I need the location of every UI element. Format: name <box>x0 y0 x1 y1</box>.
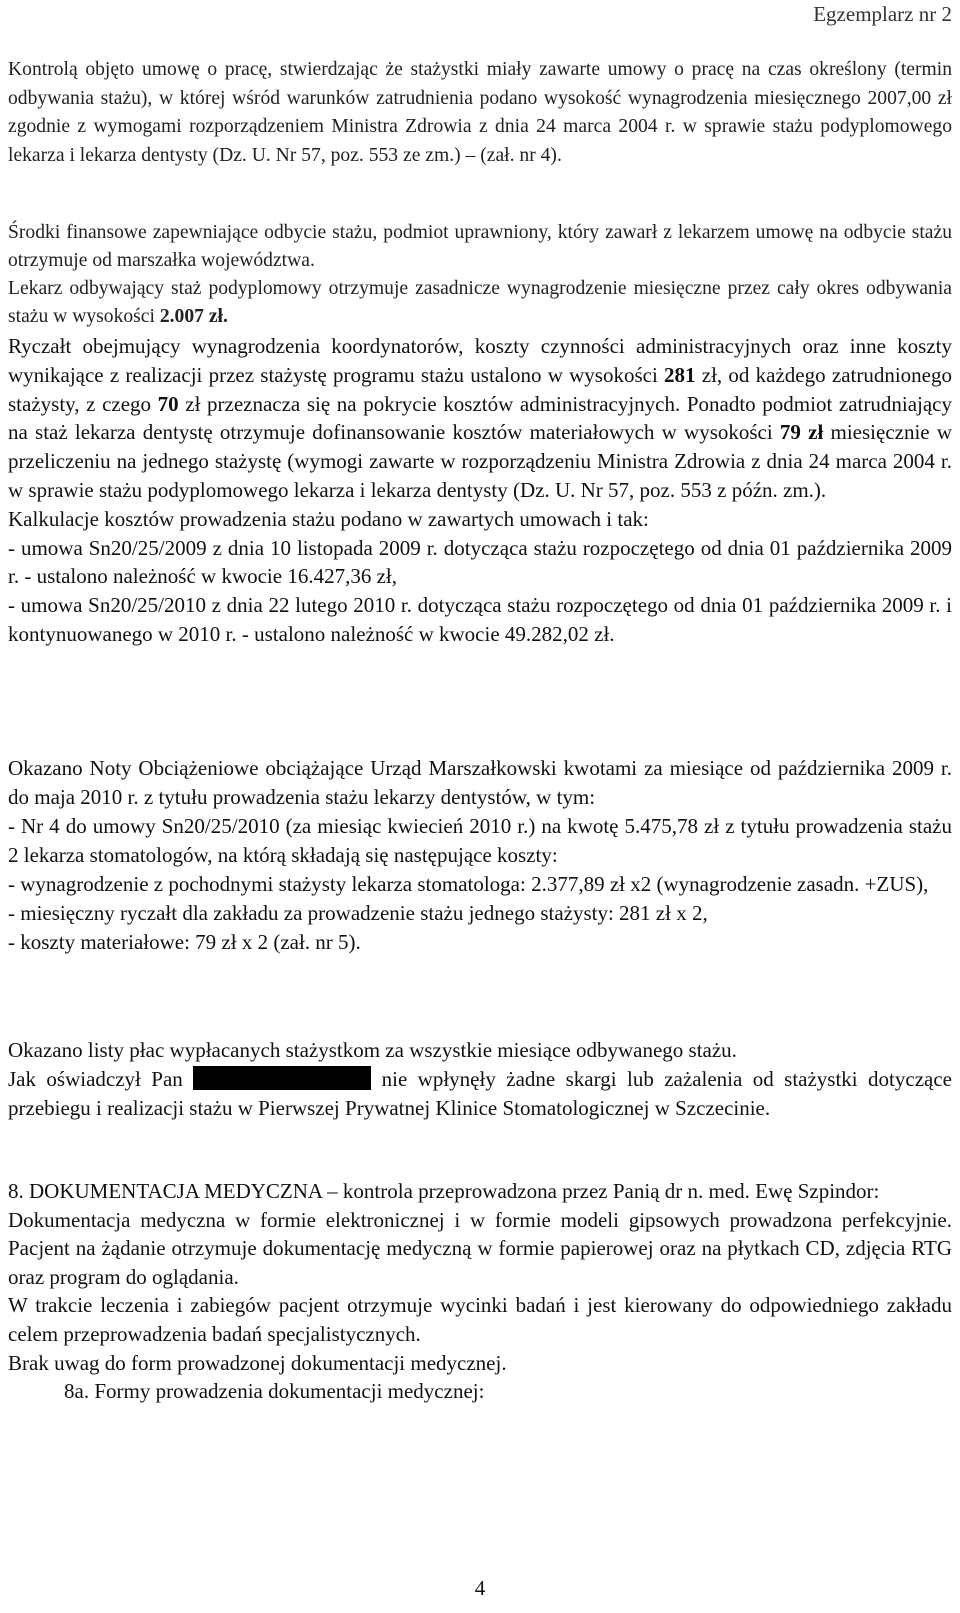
section-heading: 8. DOKUMENTACJA MEDYCZNA – kontrola przeprowadzona przez Panią dr n. med. Ewę Szpindor: <box>8 1179 880 1203</box>
section-dokumentacja: 8. DOKUMENTACJA MEDYCZNA – kontrola przeprowadzona przez Panią dr n. med. Ewę Szpindor: Dokumentacja medyczna w formie elektronicznej i w formie modeli gipsowych prowadzona perfekcyjnie. Pacjent na żądanie otrzymuje dokumentację medyczną w formie papierowej oraz na płytkach CD, zdjęcia RTG oraz program do oglądania. W trakcie leczenia i zabiegów pacjent otrzymuje wycinki badań i jest kierowany do odpowiedniego zakładu celem przeprowadzenia badań specjalistycznych. Brak uwag do form prowadzonej dokumentacji medycznej. 8a. Formy prowadzenia dokumentacji medycznej: <box>8 1177 952 1406</box>
copy-label: Egzemplarz nr 2 <box>813 2 952 26</box>
subsection-heading: 8a. Formy prowadzenia dokumentacji medycznej: <box>64 1379 485 1404</box>
page-number: 4 <box>474 1576 486 1600</box>
paragraph-kontrola: Kontrolą objęto umowę o pracę, stwierdzając że stażystki miały zawarte umowy o pracę na czas określony (termin odbywania stażu), w której wśród warunków zatrudnienia podano wysokość wynagrodzenia miesięcznego 2007,00 zł zgodnie z wymogami rozporządzeniem Ministra Zdrowia z dnia 24 marca 2004 r. w sprawie stażu podyplomowego lekarza i lekarza dentysty (Dz. U. Nr 57, poz. 553 ze zm.) – (zał. nr 4). <box>8 59 952 166</box>
paragraph-ryczalt: Ryczałt obejmujący wynagrodzenia koordynatorów, koszty czynności administracyjnych oraz inne koszty wynikające z realizacji przez stażystę programu stażu ustalono w wysokości 281 zł, od każdego zatrudnionego stażysty, z czego 70 zł przeznacza się na pokrycie kosztów administracyjnych. Ponadto podmiot zatrudniający na staż lekarza dentystę otrzymuje dofinansowanie kosztów materiałowych w wysokości 79 zł miesięcznie w przeliczeniu na jednego stażystę (wymogi zawarte w rozporządzeniu Ministra Zdrowia z dnia 24 marca 2004 r. w sprawie stażu podyplomowego lekarza i lekarza dentysty (Dz. U. Nr 57, poz. 553 z późn. zm.). Kalkulacje kosztów prowadzenia stażu podano w zawartych umowach i tak: - umowa Sn20/25/2009 z dnia 10 listopada 2009 r. dotycząca stażu rozpoczętego od dnia 01 października 2009 r. - ustalono należność w kwocie 16.427,36 zł, - umowa Sn20/25/2010 z dnia 22 lutego 2010 r. dotycząca stażu rozpoczętego od dnia 01 października 2009 r. i kontynuowanego w 2010 r. - ustalono należność w kwocie 49.282,02 zł. <box>8 334 953 646</box>
redaction-bar <box>193 1066 371 1090</box>
paragraph-srodki: Środki finansowe zapewniające odbycie stażu, podmiot uprawniony, który zawarł z lekarzem umowę na odbycie stażu otrzymuje od marszałka województwa. Lekarz odbywający staż podyplomowy otrzymuje zasadnicze wynagrodzenie miesięczne przez cały okres odbywania stażu w wysokości 2.007 zł. <box>8 222 952 327</box>
paragraph-noty: Okazano Noty Obciążeniowe obciążające Urząd Marszałkowski kwotami za miesiące od października 2009 r. do maja 2010 r. z tytułu prowadzenia stażu lekarzy dentystów, w tym: - Nr 4 do umowy Sn20/25/2010 (za miesiąc kwiecień 2010 r.) na kwotę 5.475,78 zł z tytułu prowadzenia stażu 2 lekarza stomatologów, na którą składają się następujące koszty: - wynagrodzenie z pochodnymi stażysty lekarza stomatologa: 2.377,89 zł x2 (wynagrodzenie zasadn. +ZUS), - miesięczny ryczałt dla zakładu za prowadzenie stażu jednego stażysty: 281 zł x 2, - koszty materiałowe: 79 zł x 2 (zał. nr 5). <box>8 756 952 954</box>
paragraph-listy: Okazano listy płac wypłacanych stażystkom za wszystkie miesiące odbywanego stażu. Jak oświadczył Pan nie wpłynęły żadne skargi lub zażalenia od stażystki dotyczące przebiegu i realizacji stażu w Pierwszej Prywatnej Klinice Stomatologicznej w Szczecinie. <box>8 1038 952 1120</box>
